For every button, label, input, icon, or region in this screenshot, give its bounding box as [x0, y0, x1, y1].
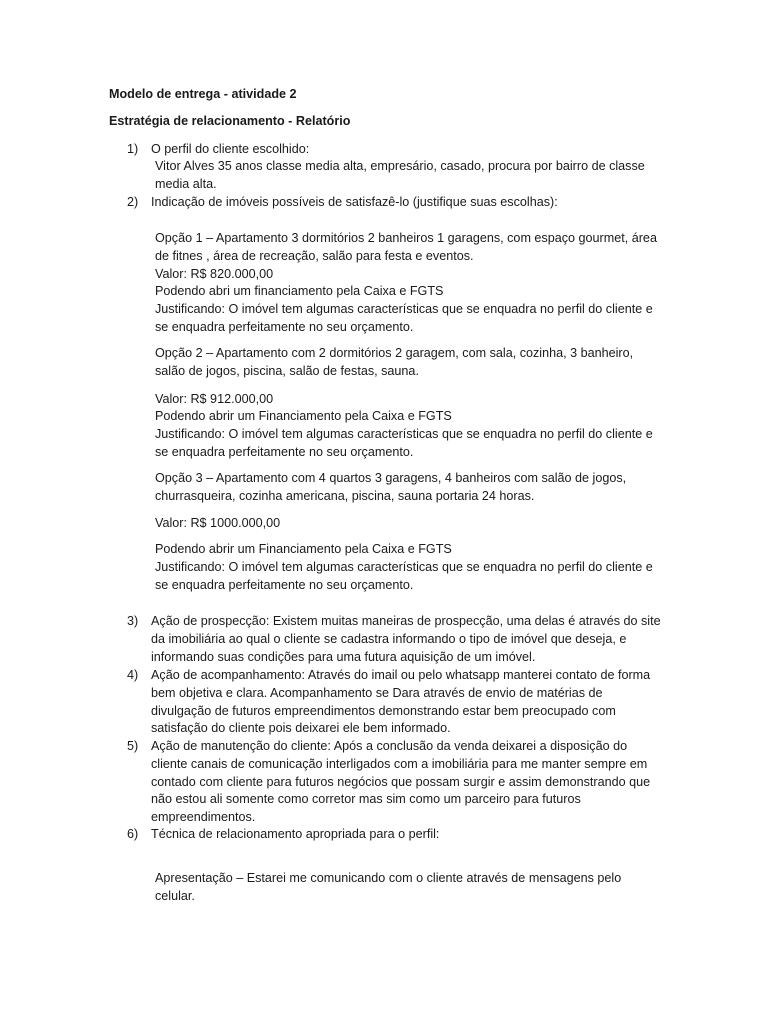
- list-item-text: Ação de acompanhamento: Através do imail ou pelo whatsapp manterei contato de forma bem objetiva e clara. Acompanhamento se Dara através de envio de matérias de divulgação de futuros empreendimentos demonstrando estar bem preocupado com satisfação do cliente pois deixarei ele bem informado.: [151, 668, 651, 736]
- option-1: [155, 230, 660, 337]
- list-item-6: [127, 826, 662, 844]
- list-item-number: 4): [127, 668, 139, 682]
- option-financing: Podendo abri um financiamento pela Caixa e FGTS: [155, 284, 444, 299]
- list-item-text: O perfil do cliente escolhido:: [151, 142, 310, 156]
- option-justification: Justificando: O imóvel tem algumas características que se enquadra no perfil do cliente e se enquadra perfeitamente no seu orçamento.: [155, 560, 653, 592]
- option-justification: Justificando: O imóvel tem algumas características que se enquadra no perfil do cliente e se enquadra perfeitamente no seu orçamento.: [155, 302, 653, 334]
- list-item-number: 2): [127, 195, 139, 209]
- option-description: Opção 1 – Apartamento 3 dormitórios 2 banheiros 1 garagens, com espaço gourmet, área de fitnes , área de recreação, salão para festa e eventos.: [155, 231, 657, 263]
- option-value: Valor: R$ 1000.000,00: [155, 515, 281, 530]
- list-item-number: 3): [127, 614, 139, 628]
- list-item-1: [127, 141, 662, 159]
- list-item-5: [127, 738, 662, 827]
- document-title: Modelo de entrega - atividade 2: [109, 87, 297, 101]
- option-description: Opção 3 – Apartamento com 4 quartos 3 garagens, 4 banheiros com salão de jogos, churrasqueira, cozinha americana, piscina, sauna portaria 24 horas.: [155, 471, 627, 503]
- list-item-4: [127, 667, 662, 738]
- document-subtitle: Estratégia de relacionamento - Relatório: [109, 114, 351, 128]
- list-item-2: [127, 194, 662, 212]
- client-profile: [155, 158, 660, 194]
- option-description: Opção 2 – Apartamento com 2 dormitórios 2 garagem, com sala, cozinha, 3 banheiro, salão de jogos, piscina, salão de festas, sauna.: [155, 346, 634, 378]
- relationship-technique: [155, 870, 660, 906]
- option-financing: Podendo abrir um Financiamento pela Caixa e FGTS: [155, 542, 452, 557]
- option-value: Valor: R$ 820.000,00: [155, 266, 274, 281]
- option-value: Valor: R$ 912.000,00: [155, 391, 274, 406]
- list-item-number: 5): [127, 739, 139, 753]
- list-item-number: 1): [127, 142, 139, 156]
- option-justification: Justificando: O imóvel tem algumas características que se enquadra no perfil do cliente e se enquadra perfeitamente no seu orçamento.: [155, 427, 653, 459]
- technique-text: Apresentação – Estarei me comunicando com o cliente através de mensagens pelo celular.: [155, 871, 622, 903]
- list-item-text: Indicação de imóveis possíveis de satisfazê-lo (justifique suas escolhas):: [151, 195, 558, 209]
- list-item-3: [127, 613, 662, 666]
- list-item-text: Técnica de relacionamento apropriada para o perfil:: [151, 827, 440, 841]
- option-financing: Podendo abrir um Financiamento pela Caixa e FGTS: [155, 409, 452, 424]
- list-item-text: Ação de prospecção: Existem muitas maneiras de prospecção, uma delas é através do site da imobiliária ao qual o cliente se cadastra informando o tipo de imóvel que deseja, e informando suas condições para uma futura aquisição de um imóvel.: [151, 614, 661, 664]
- list-item-number: 6): [127, 827, 139, 841]
- client-profile-text: Vitor Alves 35 anos classe media alta, empresário, casado, procura por bairro de classe media alta.: [155, 159, 645, 191]
- option-3: [155, 470, 660, 595]
- option-2: [155, 345, 660, 462]
- list-item-text: Ação de manutenção do cliente: Após a conclusão da venda deixarei a disposição do cliente canais de comunicação interligados com a imobiliária para me manter sempre em contado com cliente para futuros negócios que possam surgir e assim demonstrando que não estou ali somente como corretor mas sim como um parceiro para futuros empreendimentos.: [151, 739, 651, 825]
